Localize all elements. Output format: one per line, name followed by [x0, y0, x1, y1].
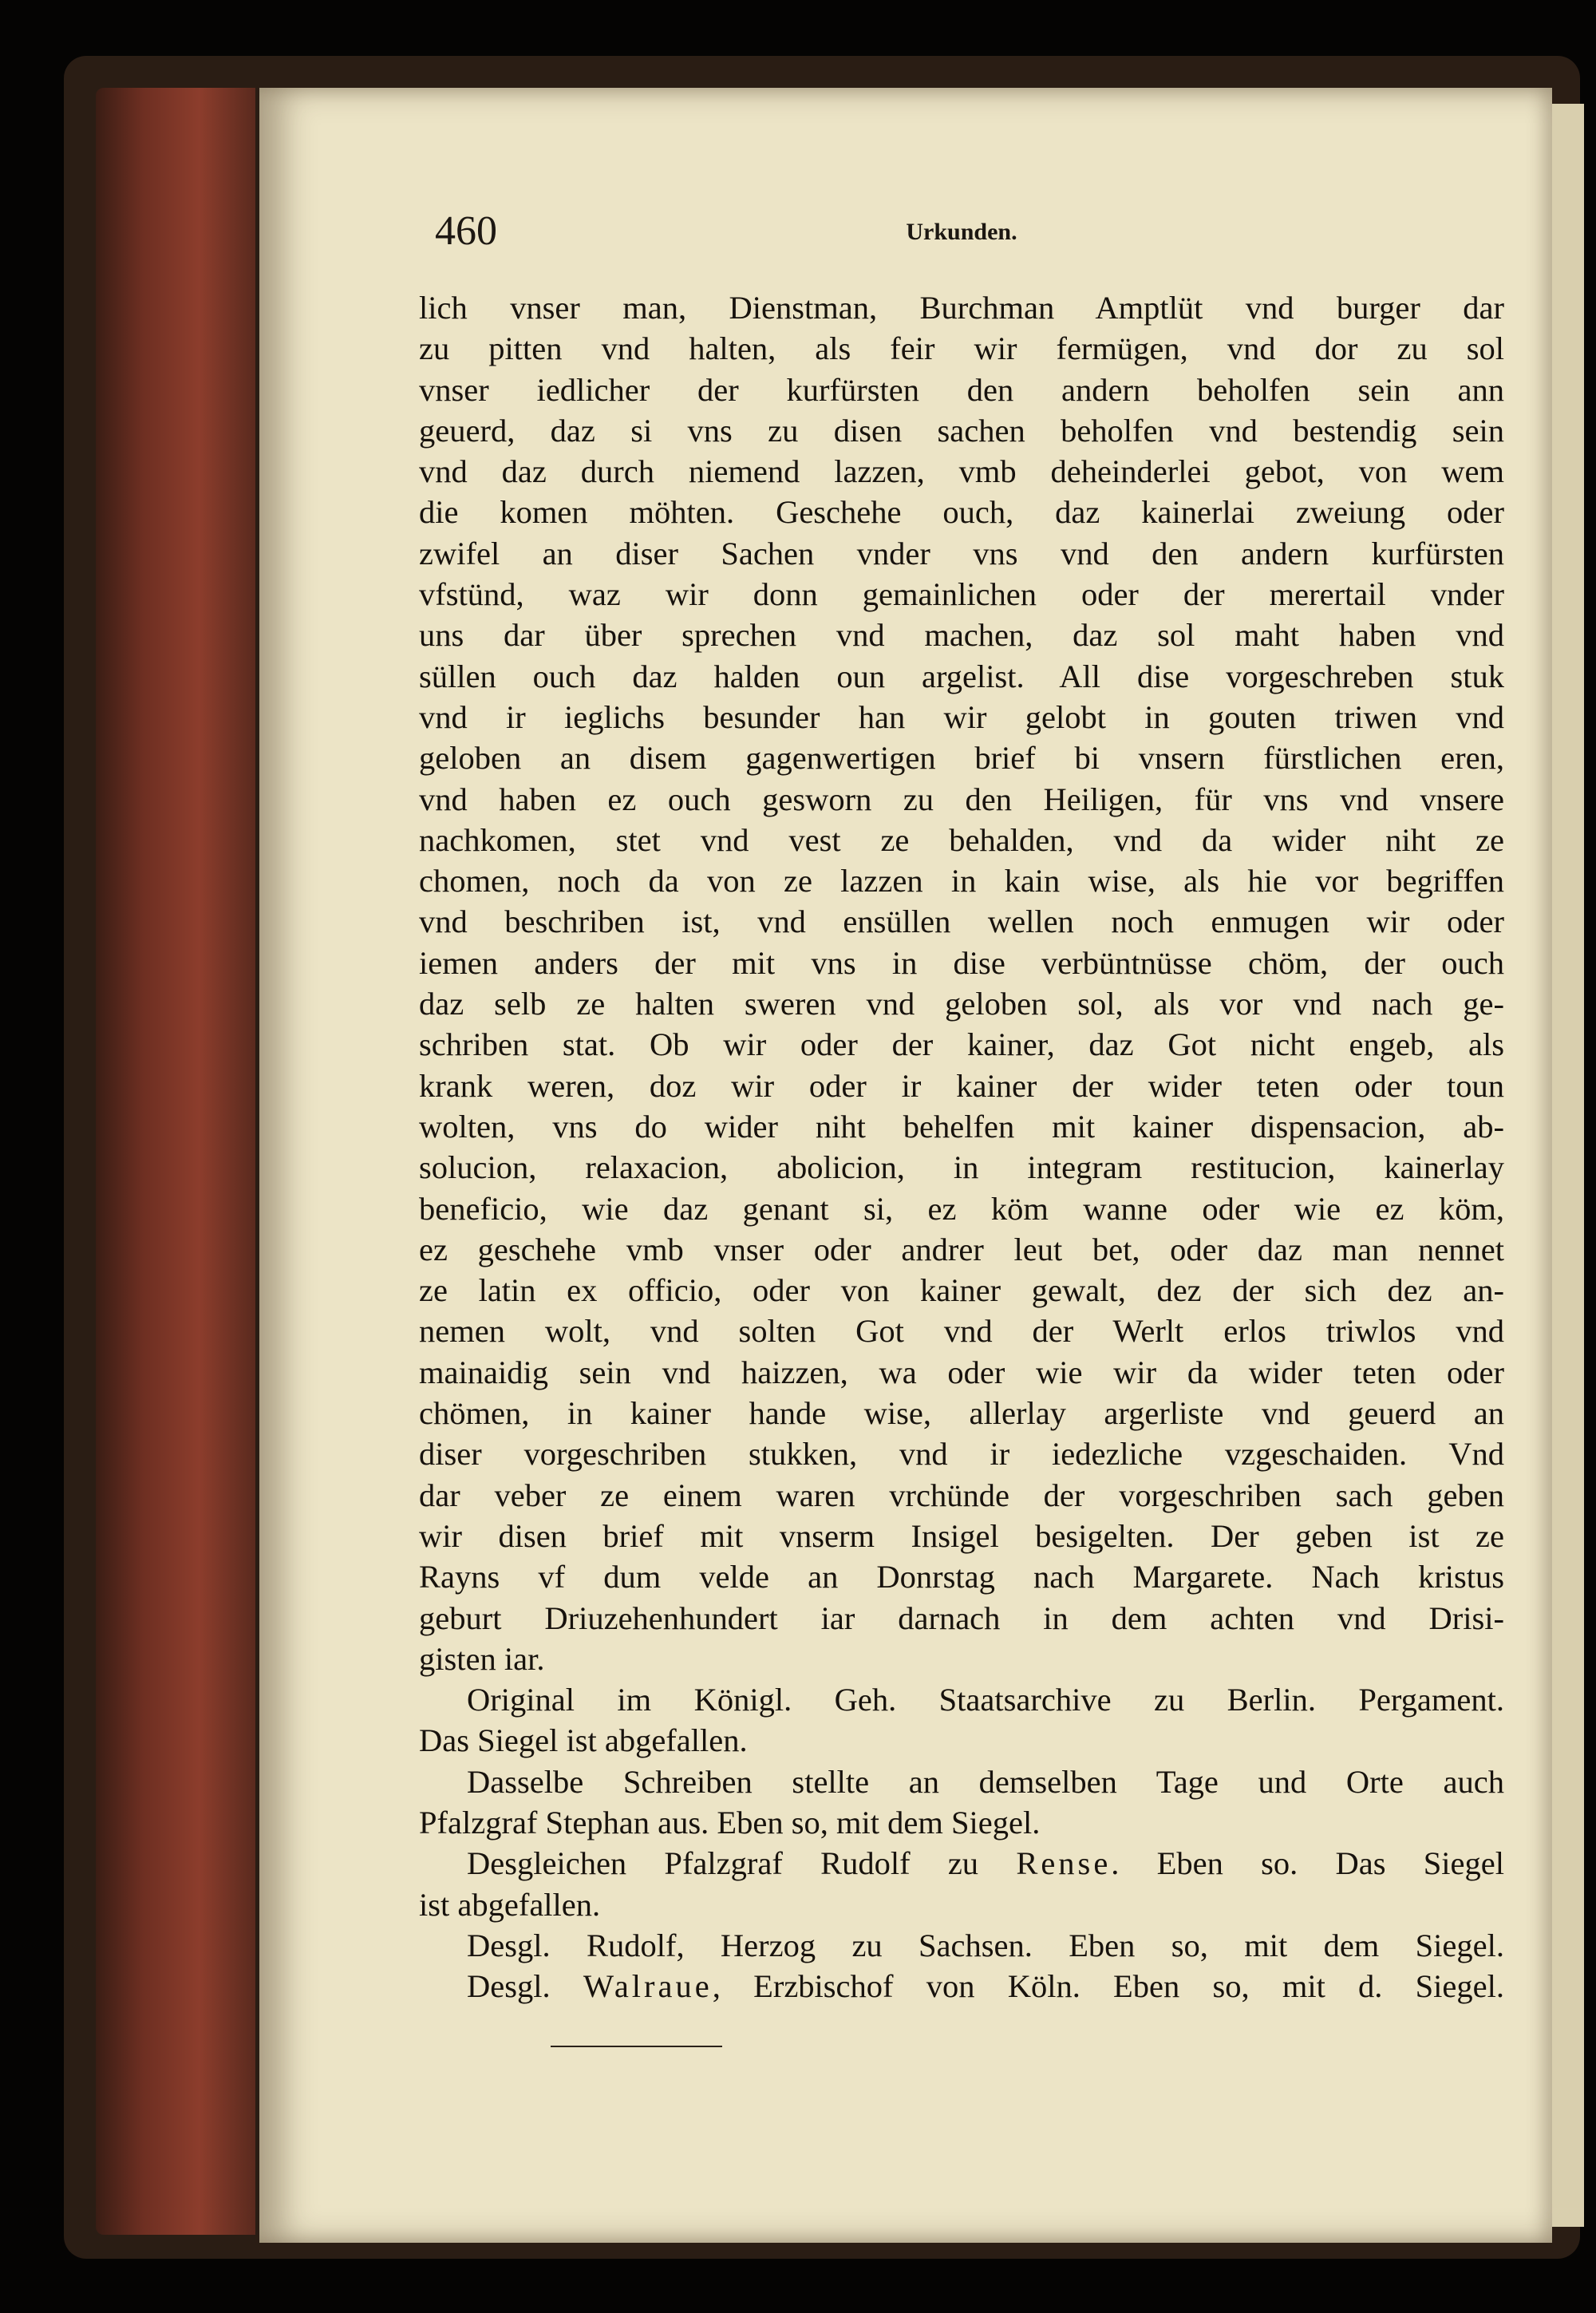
text-line: solucion, relaxacion, abolicion, in integram restitucion, kainerlay — [419, 1149, 1504, 1186]
text-line: schriben stat. Ob wir oder der kainer, daz Got nicht engeb, als — [419, 1026, 1504, 1063]
text-line: wir disen brief mit vnserm Insigel besigelten. Der geben ist ze — [419, 1517, 1504, 1554]
archival-note-line: Dasselbe Schreiben stellte an demselben Tage und Orte auch — [467, 1763, 1504, 1800]
text-line: gisten iar. — [419, 1640, 545, 1677]
archival-note-line — [419, 1843, 1504, 1884]
text-line: daz selb ze halten sweren vnd geloben sol, als vor vnd nach ge- — [419, 986, 1504, 1022]
text-line: vnd beschriben ist, vnd ensüllen wellen noch enmugen wir oder — [419, 903, 1504, 940]
section-end-rule — [551, 2046, 722, 2047]
document-body — [419, 287, 1504, 2007]
text-line: süllen ouch daz halden oun argelist. All dise vorgeschreben stuk — [419, 658, 1504, 694]
archival-note-line: Original im Königl. Geh. Staatsarchive zu Berlin. Pergament. — [467, 1682, 1504, 1718]
page-number: 460 — [435, 208, 497, 254]
text-line: uns dar über sprechen vnd machen, daz sol maht haben vnd — [419, 617, 1504, 654]
text-line: vnd haben ez ouch gesworn zu den Heiligen, für vns vnd vnsere — [419, 781, 1504, 817]
text-line: chömen, in kainer hande wise, allerlay argerliste vnd geuerd an — [419, 1395, 1504, 1432]
text-line: die komen möhten. Geschehe ouch, daz kainerlai zweiung oder — [419, 494, 1504, 531]
text-line: beneficio, wie daz genant si, ez köm wanne oder wie ez köm, — [419, 1190, 1504, 1227]
text-line: Rayns vf dum velde an Donrstag nach Margarete. Nach kristus — [419, 1559, 1504, 1595]
text-line: krank weren, doz wir oder ir kainer der wider teten oder toun — [419, 1067, 1504, 1104]
text-line: vnser iedlicher der kurfürsten den andern beholfen sein ann — [419, 371, 1504, 408]
archival-note-line: ist abgefallen. — [419, 1886, 601, 1923]
text-line: nachkomen, stet vnd vest ze behalden, vnd da wider niht ze — [419, 821, 1504, 858]
text-line: geuerd, daz si vns zu disen sachen beholfen vnd bestendig sein — [419, 412, 1504, 449]
book-page — [259, 88, 1552, 2243]
note-text: , Erzbischof von Köln. Eben so, mit d. Siegel. — [712, 1968, 1505, 2005]
note-text: Desgleichen Pfalzgraf Rudolf zu — [467, 1845, 1017, 1882]
text-line: vfstünd, waz wir donn gemainlichen oder der merertail vnder — [419, 576, 1504, 613]
text-line: ze latin ex officio, oder von kainer gewalt, dez der sich dez an- — [419, 1272, 1504, 1309]
text-line: zu pitten vnd halten, als feir wir fermügen, vnd dor zu sol — [419, 330, 1504, 367]
text-line: vnd daz durch niemend lazzen, vmb deheinderlei gebot, von wem — [419, 453, 1504, 490]
running-title: Urkunden. — [906, 219, 1017, 245]
spaced-place-name: Rense — [1016, 1845, 1112, 1882]
text-line: zwifel an diser Sachen vnder vns vnd den andern kurfürsten — [419, 535, 1504, 571]
facing-page-edge — [1552, 104, 1584, 2227]
text-line: mainaidig sein vnd haizzen, wa oder wie wir da wider teten oder — [419, 1354, 1504, 1390]
archival-note-line — [419, 1966, 1504, 2007]
page-header — [435, 208, 1488, 263]
archival-note-line: Pfalzgraf Stephan aus. Eben so, mit dem Siegel. — [419, 1804, 1041, 1841]
note-text: Desgl. — [467, 1968, 583, 2005]
text-line: geburt Driuzehenhundert iar darnach in dem achten vnd Drisi- — [419, 1599, 1504, 1636]
text-line: diser vorgeschriben stukken, vnd ir iedezliche vzgeschaiden. Vnd — [419, 1436, 1504, 1473]
text-line: vnd ir ieglichs besunder han wir gelobt in gouten triwen vnd — [419, 698, 1504, 735]
text-line: nemen wolt, vnd solten Got vnd der Werlt erlos triwlos vnd — [419, 1313, 1504, 1350]
archival-note-line: Desgl. Rudolf, Herzog zu Sachsen. Eben so, mit dem Siegel. — [467, 1927, 1504, 1963]
text-line: iemen anders der mit vns in dise verbüntnüsse chöm, der ouch — [419, 944, 1504, 981]
page-edges — [96, 88, 255, 2235]
text-line: geloben an disem gagenwertigen brief bi vnsern fürstlichen eren, — [419, 740, 1504, 777]
text-line: wolten, vns do wider niht behelfen mit kainer dispensacion, ab- — [419, 1108, 1504, 1145]
text-line: ez geschehe vmb vnser oder andrer leut bet, oder daz man nennet — [419, 1231, 1504, 1267]
spaced-person-name: Walraue — [583, 1968, 713, 2005]
archival-note-line: Das Siegel ist abgefallen. — [419, 1722, 748, 1759]
text-line: lich vnser man, Dienstman, Burchman Amptlüt vnd burger dar — [419, 290, 1504, 326]
note-text: . Eben so. Das Siegel — [1111, 1845, 1504, 1882]
text-line: chomen, noch da von ze lazzen in kain wise, als hie vor begriffen — [419, 863, 1504, 900]
text-line: dar veber ze einem waren vrchünde der vorgeschriben sach geben — [419, 1477, 1504, 1513]
